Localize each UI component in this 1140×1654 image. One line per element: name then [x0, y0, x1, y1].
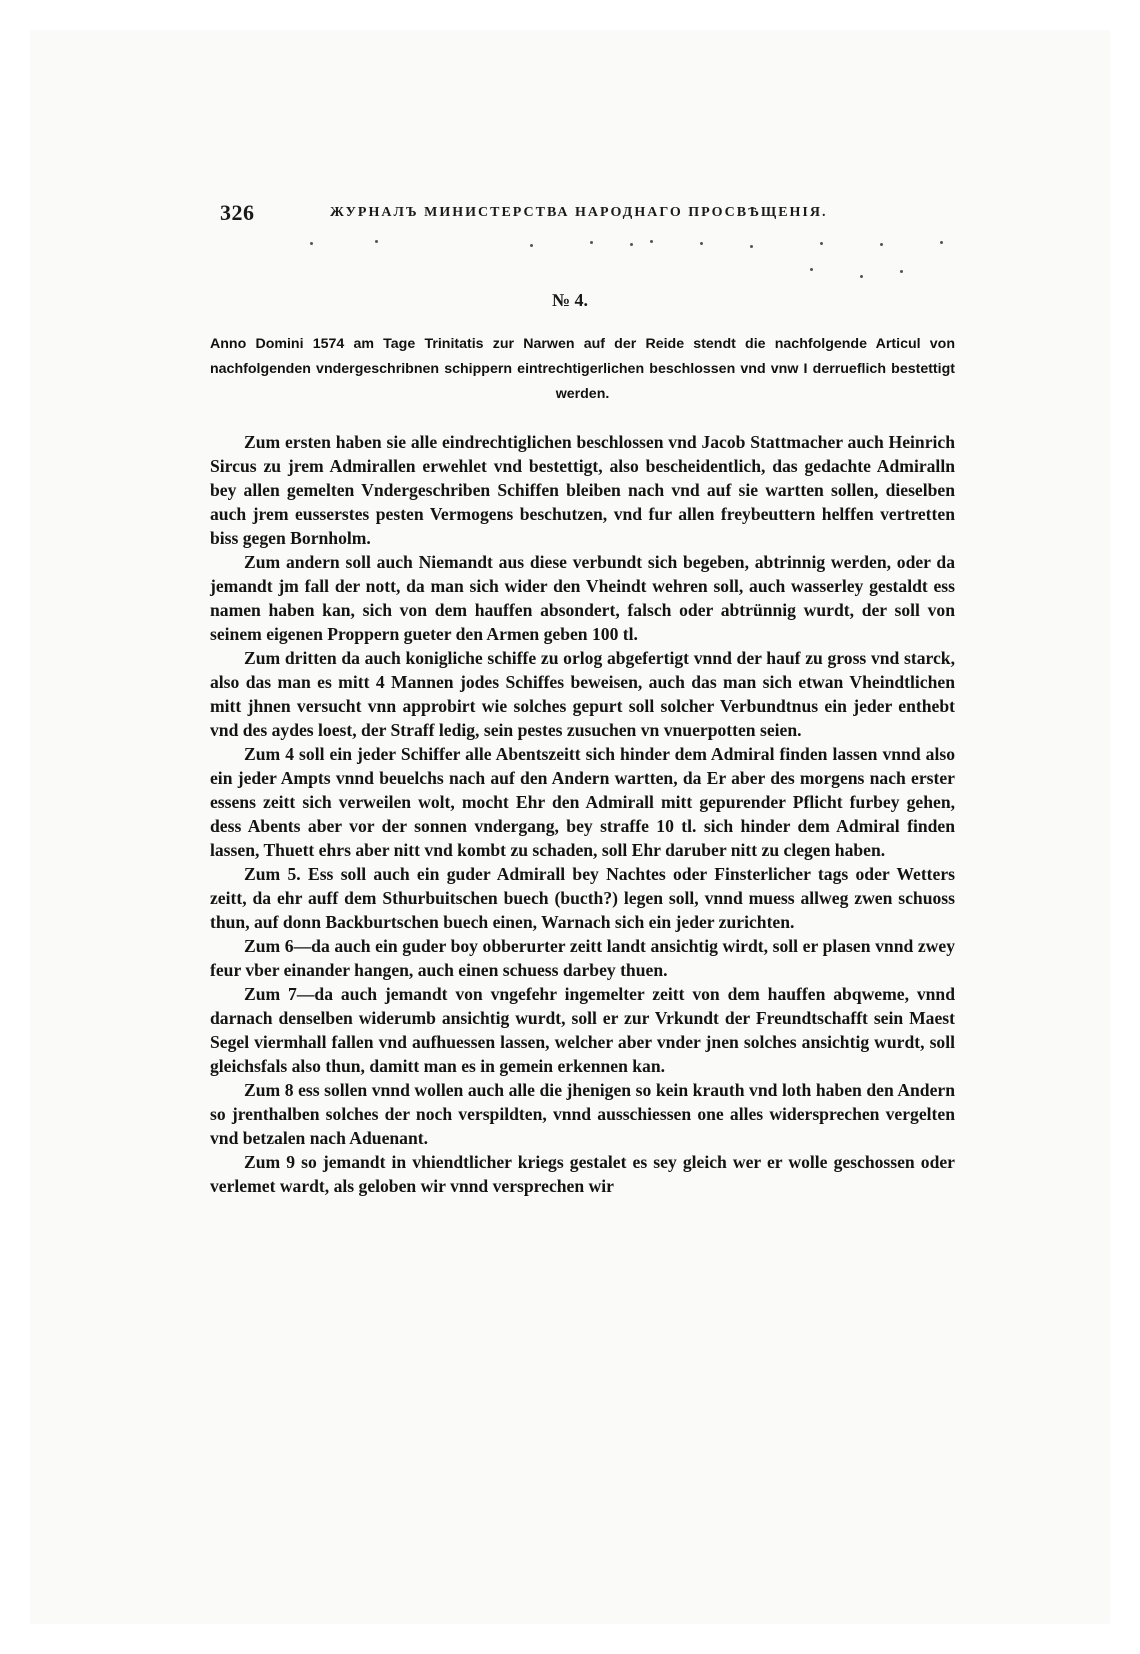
- paragraph: Zum 6—da auch ein guder boy obberurter zeitt landt ansichtig wirdt, soll er plasen vnnd zwey feur vber einander hangen, auch einen schuess darbey thuen.: [210, 936, 955, 980]
- document-number: № 4.: [551, 290, 589, 310]
- page-number: 326: [220, 200, 255, 225]
- paragraph: Zum 4 soll ein jeder Schiffer alle Abentszeitt sich hinder dem Admiral finden lassen vnnd also ein jeder Ampts vnnd beuelchs nach auf den Andern wartten, da Er aber des morgens nach erster essens zeitt sich verweilen wolt, mocht Ehr den Admirall mitt gepurender Pflicht furbey gehen, dess Abents aber vor der sonnen vndergang, bey straffe 10 tl. sich hinder dem Admiral finden lassen, Thuett ehrs aber nitt vnd kombt zu schaden, soll Ehr daruber nitt zu clegen haben.: [210, 744, 955, 860]
- document-body: [210, 430, 955, 1198]
- paragraph: Zum 7—da auch jemandt von vngefehr ingemelter zeitt von dem hauffen abqweme, vnnd darnach denselben widerumb ansichtig wurdt, soll er zur Vrkundt der Freundtschafft sein Maest Segel viermhall fallen vnd aufhuessen lassen, welcher aber vnder jnen solches ansichtig wurdt, soll gleichsfals also thun, damitt man es in gemein erkennen kan.: [210, 984, 955, 1076]
- page-header: [220, 200, 950, 230]
- paragraph: Zum ersten haben sie alle eindrechtiglichen beschlossen vnd Jacob Stattmacher auch Heinrich Sircus zu jrem Admirallen erwehlet vnd bestettigt, also bescheidentlich, das gedachte Admiralln bey allen gemelten Vndergeschriben Schiffen bleiben nach vnd auf sie wartten sollen, dieselben auch jrem eusserstes pesten Vermogens beschutzen, vnd fur allen freybeuttern helffen vertretten biss gegen Bornholm.: [210, 432, 955, 548]
- paragraph: Zum andern soll auch Niemandt aus diese verbundt sich begeben, abtrinnig werden, oder da jemandt jm fall der nott, da man sich wider den Vheindt wehren soll, auch wasserley gestaldt ess namen haben kan, sich von dem hauffen absondert, falsch oder abtrünnig wurdt, der soll von seinem eigenen Proppern gueter den Armen geben 100 tl.: [210, 552, 955, 644]
- paragraph: Zum 8 ess sollen vnnd wollen auch alle die jhenigen so kein krauth vnd loth haben den Andern so jrenthalben solches der noch verspildten, vnnd ausschiessen one alles widersprechen vergelten vnd betzalen nach Aduenant.: [210, 1080, 955, 1148]
- paragraph: Zum 9 so jemandt in vhiendtlicher kriegs gestalet es sey gleich wer er wolle geschossen oder verlemet wardt, als geloben wir vnnd versprechen wir: [210, 1152, 955, 1196]
- document-heading: Anno Domini 1574 am Tage Trinitatis zur Narwen auf der Reide stendt die nachfolgende Articul von nachfolgenden vndergeschribnen schippern eintrechtigerlichen beschlossen vnd vnw I derrueflich bestettigt werden.: [210, 336, 955, 402]
- paragraph: Zum 5. Ess soll auch ein guder Admirall bey Nachtes oder Finsterlicher tags oder Wetters zeitt, da ehr auff dem Sthurbuitschen buech (bucth?) legen soll, vnnd muess allweg zwen schuoss thun, auf donn Backburtschen buech einen, Warnach sich ein jeder zurichten.: [210, 864, 955, 932]
- paragraph: Zum dritten da auch konigliche schiffe zu orlog abgefertigt vnnd der hauf zu gross vnd starck, also das man es mitt 4 Mannen jodes Schiffes beweisen, auch das man sich etwan Vheindtlichen mitt jhnen versucht vnn approbirt wie solches gepurt soll solcher Verbundtnus ein jeder enthebt vnd des aydes loest, der Straff ledig, sein pestes zusuchen vn vnuerpotten seien.: [210, 648, 955, 740]
- running-head: ЖУРНАЛЪ МИНИСТЕРСТВА НАРОДНАГО ПРОСВѢЩЕНІЯ.: [330, 205, 828, 220]
